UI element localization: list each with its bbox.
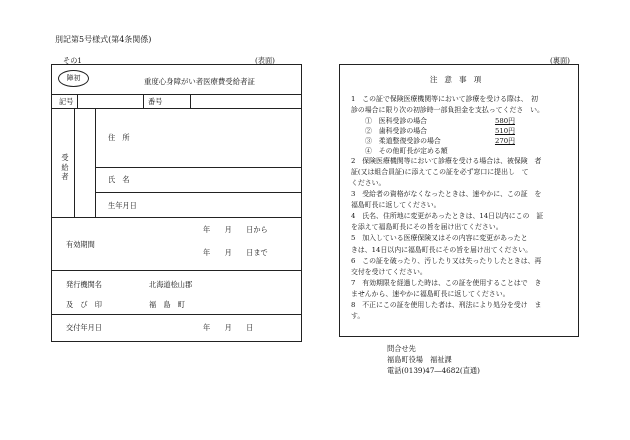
back-side-label: (裏面)	[550, 56, 570, 65]
front-side-label: (表面)	[255, 56, 275, 65]
divider	[52, 94, 301, 95]
birthdate-label: 生年月日	[108, 201, 137, 210]
form-number-heading: 別記第5号様式(第4条関係)	[55, 35, 152, 44]
notice-line: 5 加入している医療保険又はその内容に変更があったと	[351, 234, 528, 243]
fee-item	[351, 137, 515, 147]
divider	[52, 108, 301, 109]
fee-label: ③ 柔道整復受診の場合	[365, 137, 441, 145]
notice-line: 4 氏名、住所地に変更があったときは、14日以内にこの 証	[351, 212, 544, 221]
notice-line: 8 不正にこの証を使用した者は、刑法により処分を受け ま	[351, 301, 542, 310]
fee-item	[351, 127, 515, 137]
notice-line: 1 この証で保険医療機関等において診療を受ける際は、 初	[351, 95, 538, 103]
issuer-name-label: 発行機関名	[66, 280, 102, 289]
issuer-region: 北海道桧山郡	[149, 280, 193, 289]
recipient-vertical-label: 受給者	[61, 153, 69, 181]
divider	[95, 192, 301, 193]
divider	[52, 217, 301, 218]
contact-label: 問合せ先	[387, 344, 416, 353]
notice-line: 診の場合に限り次の初診時一部負担金を支払ってくださ い。	[351, 106, 544, 115]
issue-date-label: 交付年月日	[66, 323, 102, 332]
fee-amount: 270円	[494, 137, 515, 145]
form-part-label: その1	[63, 56, 82, 65]
notice-line: 証(又は組合員証)に添えてこの証を必ず窓口に提出し て	[351, 167, 529, 176]
notice-line: を添えて福島町長にその旨を届け出てください。	[351, 223, 503, 232]
issuer-seal-label: 及 び 印	[66, 300, 102, 309]
disability-initial-badge: 障初	[58, 70, 89, 87]
notice-line: 2 保険医療機関等において診療を受ける場合は、被保険 者	[351, 156, 542, 165]
notice-line: ください。	[351, 179, 386, 187]
fee-amount: 510円	[494, 127, 515, 136]
notice-title: 注意事項	[429, 75, 489, 84]
divider	[52, 270, 301, 271]
divider	[77, 94, 78, 108]
issue-date-value: 年 月 日	[203, 323, 254, 332]
contact-block	[387, 343, 480, 377]
notice-line: 7 有効期限を経過した時は、この証を使用することはで き	[351, 278, 542, 287]
certificate-back	[339, 64, 579, 337]
fee-item	[351, 147, 515, 157]
certificate-title: 重度心身障がい者医療費受給者証	[144, 77, 255, 86]
contact-phone: 電話(0139)47―4682(直通)	[387, 366, 480, 376]
valid-from-date: 年 月 日から	[203, 225, 268, 234]
notice-line: す。	[351, 312, 365, 321]
fee-label: ② 歯科受診の場合	[365, 127, 428, 136]
divider	[74, 108, 75, 217]
fee-label: ① 医科受診の場合	[365, 117, 428, 126]
divider	[190, 94, 191, 108]
address-label: 住 所	[108, 133, 130, 142]
divider	[95, 108, 96, 217]
divider	[143, 94, 144, 108]
certificate-front	[51, 64, 302, 342]
issuer-town: 福 島 町	[149, 300, 185, 309]
name-label: 氏 名	[108, 175, 130, 184]
fee-label: ④ その他町長が定める額	[365, 146, 448, 155]
fee-item	[351, 117, 515, 127]
notice-list	[351, 95, 573, 323]
valid-to-date: 年 月 日まで	[203, 248, 268, 257]
notice-line: ませんから、速やかに福島町長に返してください。	[351, 289, 510, 298]
notice-line: 3 受給者の資格がなくなったときは、速やかに、この証 を	[351, 190, 542, 199]
kigou-label: 記号	[59, 97, 74, 106]
notice-line: 6 この証を破ったり、汚したり又は失ったりしたときは、再	[351, 256, 542, 265]
bangou-label: 番号	[148, 97, 163, 106]
validity-label: 有効期間	[66, 240, 95, 249]
divider	[95, 167, 301, 168]
divider	[52, 314, 301, 315]
contact-office: 福島町役場 福祉課	[387, 355, 452, 365]
notice-line: 福島町長に返してください。	[351, 201, 441, 210]
notice-line: きは、14日以内に福島町長にその旨を届け出てください。	[351, 245, 533, 254]
notice-line: 交付を受けてください。	[351, 267, 427, 276]
fee-amount: 580円	[494, 117, 515, 126]
